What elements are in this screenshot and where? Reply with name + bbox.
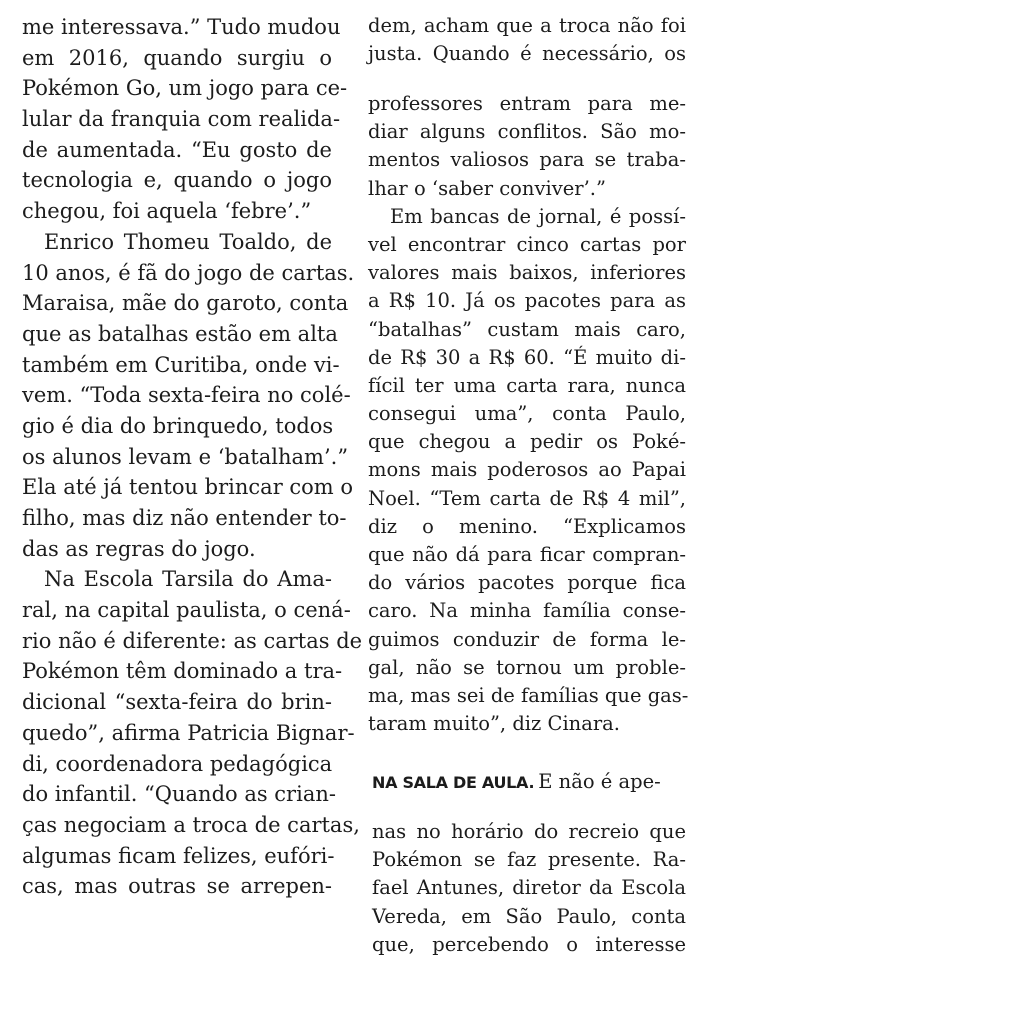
text-line: “batalhas” custam mais caro, — [368, 317, 686, 341]
text-line: fael Antunes, diretor da Escola — [372, 876, 686, 900]
text-line: Maraisa, mãe do garoto, conta — [22, 291, 349, 316]
text-line: que, percebendo o interesse — [372, 932, 686, 956]
text-line: mons mais poderosos ao Papai — [368, 458, 686, 482]
section-heading-line — [372, 768, 686, 796]
text-line: algumas ficam felizes, eufóri- — [22, 843, 335, 868]
text-line: justa. Quando é necessário, os — [368, 42, 686, 66]
section-kicker: NA SALA DE AULA. — [372, 773, 535, 792]
column-right-middle-block — [368, 90, 689, 738]
text-line: diar alguns conflitos. São mo- — [368, 120, 686, 144]
text-line: que chegou a pedir os Poké- — [368, 430, 686, 454]
text-line: vel encontrar cinco cartas por — [368, 232, 686, 256]
text-line: me interessava.” Tudo mudou — [22, 15, 341, 39]
text-line: lular da franquia com realida- — [22, 107, 341, 132]
text-line: Pokémon se faz presente. Ra- — [372, 848, 686, 872]
text-line: que as batalhas estão em alta — [22, 321, 338, 346]
text-line: dicional “sexta-feira do brin- — [22, 690, 332, 715]
text-line: Em bancas de jornal, é possí- — [390, 204, 686, 228]
text-line: taram muito”, diz Cinara. — [368, 712, 621, 736]
text-line: Noel. “Tem carta de R$ 4 mil”, — [368, 486, 686, 510]
section-first-line: E não é ape- — [538, 770, 661, 793]
text-line: das as regras do jogo. — [22, 536, 256, 561]
text-line: os alunos levam e ‘batalham’.” — [22, 444, 349, 469]
text-line: dem, acham que a troca não foi — [368, 14, 686, 37]
text-line: de R$ 30 a R$ 60. “É muito di- — [368, 345, 686, 369]
text-line: di, coordenadora pedagógica — [22, 751, 333, 776]
column-left-text — [22, 12, 363, 902]
text-line: Enrico Thomeu Toaldo, de — [44, 229, 332, 254]
text-line: também em Curitiba, onde vi- — [22, 352, 340, 377]
text-line: Ela até já tentou brincar com o — [22, 475, 354, 500]
text-line: ças negociam a troca de cartas, — [22, 812, 360, 837]
text-line: fícil ter uma carta rara, nunca — [368, 373, 686, 397]
text-line: professores entram para me- — [368, 92, 686, 115]
column-right-bottom-block — [372, 818, 686, 959]
text-line: do infantil. “Quando as crian- — [22, 782, 336, 807]
text-line: diz o menino. “Explicamos — [368, 514, 686, 538]
text-line: Pokémon têm dominado a tra- — [22, 659, 343, 684]
text-line: Na Escola Tarsila do Ama- — [44, 567, 332, 592]
text-line: caro. Na minha família conse- — [368, 599, 686, 623]
text-line: a R$ 10. Já os pacotes para as — [368, 289, 686, 313]
text-line: gio é dia do brinquedo, todos — [22, 413, 334, 438]
text-line: cas, mas outras se arrepen- — [22, 874, 332, 899]
text-line: que não dá para ficar compran- — [368, 543, 686, 566]
text-line: chegou, foi aquela ‘febre’.” — [22, 199, 312, 224]
text-line: gal, não se tornou um proble- — [368, 655, 686, 679]
text-line: guimos conduzir de forma le- — [368, 627, 686, 651]
text-line: quedo”, afirma Patricia Bignar- — [22, 720, 355, 745]
text-line: rio não é diferente: as cartas de — [22, 628, 363, 653]
text-line: Pokémon Go, um jogo para ce- — [22, 76, 348, 101]
text-line: ma, mas sei de famílias que gas- — [368, 683, 689, 707]
text-line: filho, mas diz não entender to- — [22, 506, 347, 530]
text-line: ral, na capital paulista, o cená- — [22, 598, 351, 623]
text-line: lhar o ‘saber conviver’.” — [368, 176, 606, 200]
text-line: nas no horário do recreio que — [372, 820, 686, 843]
text-line: 10 anos, é fã do jogo de cartas. — [22, 260, 355, 285]
text-line: valores mais baixos, inferiores — [368, 261, 686, 285]
text-line: Vereda, em São Paulo, conta — [372, 904, 686, 928]
text-line: de aumentada. “Eu gosto de — [22, 137, 332, 162]
text-line: mentos valiosos para se traba- — [368, 148, 686, 172]
text-line: vem. “Toda sexta-feira no colé- — [22, 383, 351, 408]
text-line: do vários pacotes porque fica — [368, 571, 686, 595]
text-line: tecnologia e, quando o jogo — [22, 168, 332, 193]
text-line: em 2016, quando surgiu o — [22, 45, 332, 70]
text-line: consegui uma”, conta Paulo, — [368, 402, 686, 426]
column-right-top-block — [368, 12, 686, 68]
